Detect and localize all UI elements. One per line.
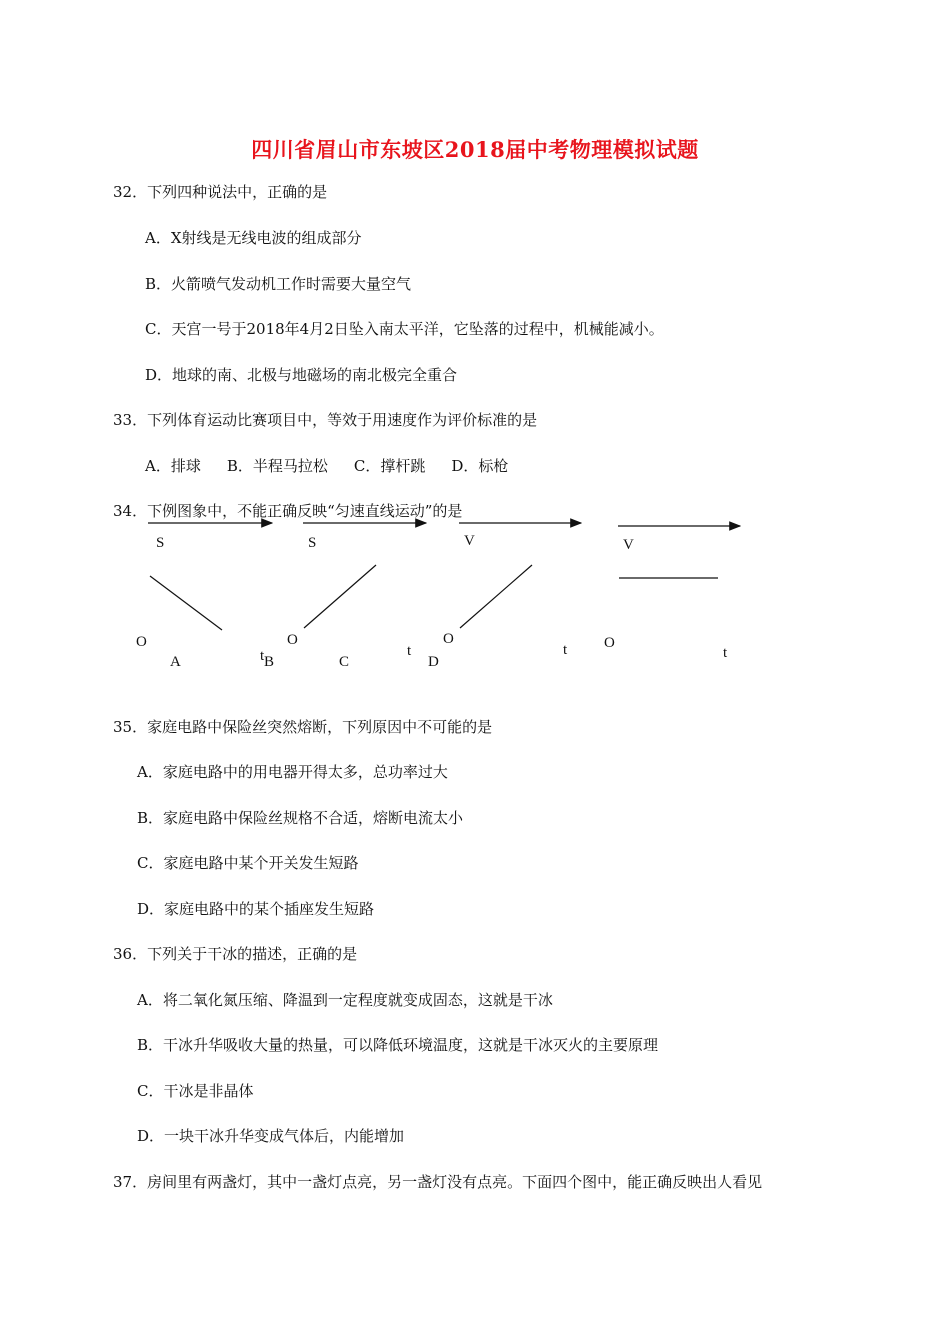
question-36-option-a: A．将二氧化氮压缩、降温到一定程度就变成固态，这就是干冰: [137, 991, 553, 1009]
question-33-option-a: A．排球: [145, 457, 201, 475]
graph-d-y-label: V: [623, 537, 634, 553]
question-36-option-b: B．干冰升华吸收大量的热量，可以降低环境温度，这就是干冰灭火的主要原理: [137, 1036, 659, 1054]
page-title: 四川省眉山市东坡区2018届中考物理模拟试题: [251, 137, 699, 162]
question-32-option-d: D．地球的南、北极与地磁场的南北极完全重合: [145, 366, 458, 384]
question-36-option-d: D．一块干冰升华变成气体后，内能增加: [137, 1127, 405, 1145]
question-33-option-b: B．半程马拉松: [226, 457, 328, 475]
question-32-option-c: C．天宫一号于2018年4月2日坠入南太平洋，它坠落的过程中，机械能减小。: [145, 320, 664, 338]
question-35-option-d: D．家庭电路中的某个插座发生短路: [137, 900, 375, 918]
graph-c-label: C: [339, 654, 350, 670]
graph-b-label: B: [264, 654, 275, 670]
question-36-stem: 36．下列关于干冰的描述，正确的是: [113, 945, 358, 963]
question-33-options: [145, 456, 508, 476]
graph-c-x-label: t: [563, 642, 568, 658]
graph-c-line: [460, 565, 532, 628]
question-32-stem: 32．下列四种说法中，正确的是: [113, 183, 328, 201]
graph-d-origin: O: [604, 635, 615, 651]
graph-a-label: A: [170, 654, 181, 670]
graph-a: [136, 523, 275, 670]
question-35-option-c: C．家庭电路中某个开关发生短路: [137, 854, 359, 872]
question-33-stem: 33．下列体育运动比赛项目中，等效于用速度作为评价标准的是: [113, 411, 538, 429]
question-32-option-a: A．X射线是无线电波的组成部分: [145, 229, 362, 247]
question-35-stem: 35．家庭电路中保险丝突然熔断，下列原因中不可能的是: [113, 718, 493, 736]
graph-a-y-label: S: [156, 535, 165, 551]
question-37-stem: 37．房间里有两盏灯，其中一盏灯点亮，另一盏灯没有点亮。下面四个图中，能正确反映出人看见: [113, 1173, 763, 1191]
graph-a-line: [150, 576, 222, 630]
graph-b-x-label: t: [407, 643, 412, 659]
graph-b: [264, 523, 426, 670]
graph-c-y-label: V: [464, 533, 475, 549]
graph-c-origin: O: [443, 631, 454, 647]
question-34-stem: 34．下例图象中，不能正确反映“匀速直线运动”的是: [113, 502, 463, 520]
graph-b-origin: O: [287, 632, 298, 648]
graph-a-x-label: t: [260, 648, 265, 664]
question-35-option-b: B．家庭电路中保险丝规格不合适，熔断电流太小: [137, 809, 464, 827]
question-33-option-d: D．标枪: [451, 457, 509, 475]
question-36-option-c: C．干冰是非晶体: [137, 1082, 254, 1100]
graph-d-label: D: [428, 654, 439, 670]
graph-a-origin: O: [136, 634, 147, 650]
graph-c: [339, 523, 581, 670]
question-35-option-a: A．家庭电路中的用电器开得太多，总功率过大: [137, 763, 448, 781]
graph-b-line: [304, 565, 376, 628]
graph-b-y-label: S: [308, 535, 317, 551]
graph-d-x-label: t: [723, 645, 728, 661]
question-32-option-b: B．火箭喷气发动机工作时需要大量空气: [145, 275, 412, 293]
motion-graphs: [0, 500, 950, 690]
question-33-option-c: C．撑杆跳: [353, 457, 426, 475]
